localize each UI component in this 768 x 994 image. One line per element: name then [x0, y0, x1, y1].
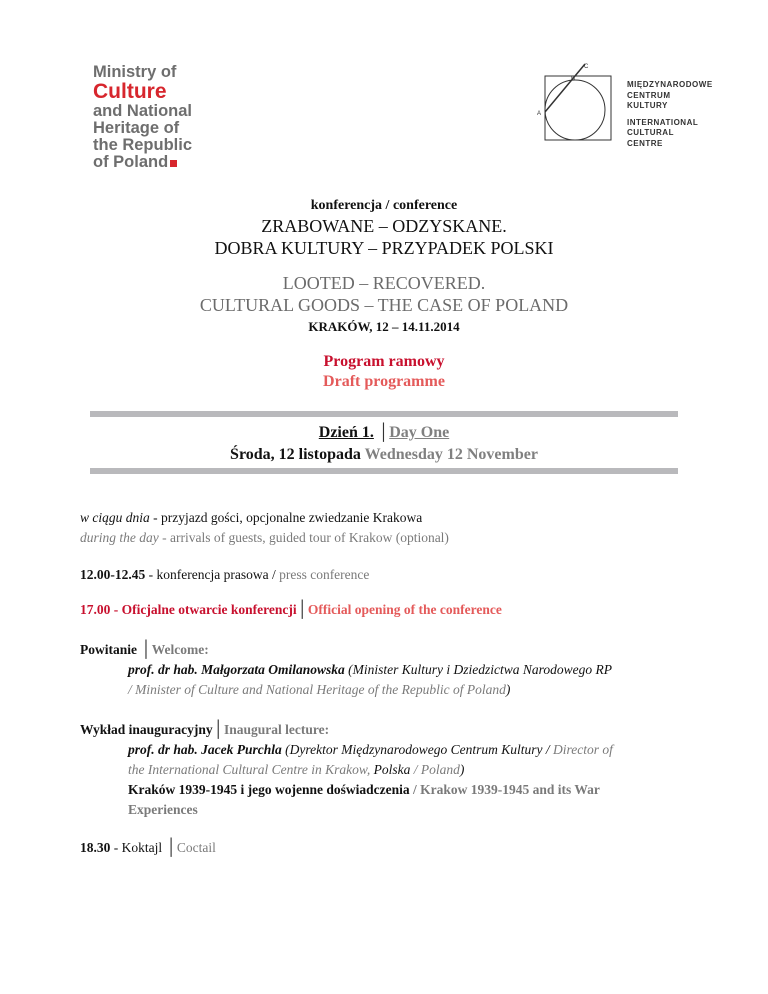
- press-pl: - konferencja prasowa /: [145, 567, 280, 582]
- cocktail-en: Coctail: [176, 840, 216, 855]
- icc-text-line: CENTRUM: [627, 90, 671, 100]
- place-date: KRAKÓW, 12 – 14.11.2014: [308, 319, 460, 334]
- ministry-line: of Poland: [93, 153, 169, 171]
- icc-letter-b: B: [571, 76, 576, 82]
- icc-logo-text: [627, 80, 713, 150]
- welcome-speaker: prof. dr hab. Małgorzata Omilanowska: [128, 662, 345, 677]
- welcome-role-line: [128, 680, 510, 700]
- programme-pl: Program ramowy: [323, 353, 445, 370]
- day-heading: [0, 422, 768, 466]
- lecture-en: Inaugural lecture:: [224, 722, 330, 737]
- day-label-en: Day One: [389, 424, 450, 441]
- welcome-close: ): [505, 682, 511, 697]
- icc-letter-a: A: [537, 111, 542, 117]
- divider-top: [90, 411, 678, 417]
- welcome-role-en: / Minister of Culture and National Heritage of the Republic of Poland: [128, 682, 506, 697]
- title-pl-line: ZRABOWANE – ODZYSKANE.: [261, 216, 507, 236]
- day-date-pl: Środa, 12 listopada: [230, 446, 361, 463]
- lecture-speaker-line: [128, 740, 613, 760]
- day-date: [0, 444, 768, 466]
- lecture-title-en: / Krakow 1939-1945 and its War: [409, 782, 600, 797]
- lecture-heading: [80, 720, 329, 740]
- title-en-line: LOOTED – RECOVERED.: [282, 273, 486, 293]
- divider-bottom: [90, 468, 678, 474]
- cocktail-time: 18.30: [80, 840, 111, 855]
- lecture-pl: Wykład inauguracyjny: [80, 722, 213, 737]
- title-polish: [0, 215, 768, 259]
- programme-en: Draft programme: [323, 373, 445, 390]
- opening-en: Official opening of the conference: [307, 602, 502, 617]
- separator: │: [377, 424, 390, 441]
- icc-text-line: KULTURY: [627, 101, 668, 111]
- icc-text-line: CULTURAL: [627, 128, 674, 138]
- cocktail: [80, 838, 216, 858]
- separator: │: [212, 721, 224, 738]
- lecture-title-line: [128, 780, 600, 800]
- arrival-pl-text: - przyjazd gości, opcjonalne zwiedzanie Krakowa: [149, 510, 423, 525]
- lecture-role-en: the International Cultural Centre in Krakow,: [128, 762, 374, 777]
- icc-text-line: MIĘDZYNARODOWE: [627, 80, 713, 89]
- arrival-pl: [80, 508, 422, 528]
- opening-pl: 17.00 - Oficjalne otwarcie konferencji: [80, 602, 297, 617]
- title-en-line: CULTURAL GOODS – THE CASE OF POLAND: [199, 295, 569, 315]
- conference-label: konferencja / conference: [310, 198, 458, 213]
- day-label-pl: Dzień 1.: [318, 424, 374, 441]
- icc-text-line: INTERNATIONAL: [627, 117, 699, 127]
- day-date-en: Wednesday 12 November: [364, 446, 538, 463]
- official-opening: [80, 600, 502, 620]
- icc-letter-c: C: [584, 64, 589, 70]
- lecture-country-pl: Polska: [373, 762, 411, 777]
- separator: │: [296, 601, 308, 618]
- lecture-country-en: / Poland: [410, 762, 460, 777]
- red-square-icon: [170, 160, 177, 167]
- press-time: 12.00-12.45: [80, 567, 146, 582]
- icc-text-line: CENTRE: [627, 138, 663, 148]
- ministry-line: the Republic: [93, 136, 193, 154]
- title-english: [0, 272, 768, 316]
- welcome-pl: Powitanie: [80, 642, 137, 657]
- arrival-pl-time: w ciągu dnia: [80, 510, 150, 525]
- arrival-en-text: - arrivals of guests, guided tour of Krakow (optional): [158, 530, 449, 545]
- lecture-speaker: prof. dr hab. Jacek Purchla: [128, 742, 282, 757]
- programme-heading: [0, 352, 768, 392]
- welcome-en: Welcome:: [151, 642, 209, 657]
- title-pl-line: DOBRA KULTURY – PRZYPADEK POLSKI: [214, 238, 554, 258]
- welcome-speaker-line: [128, 660, 612, 680]
- lecture-close: ): [459, 762, 465, 777]
- day-label: [0, 422, 768, 444]
- lecture-title-pl: Kraków 1939-1945 i jego wojenne doświadczenia: [128, 782, 410, 797]
- lecture-title-line-2: Experiences: [128, 802, 198, 817]
- press-en: press conference: [279, 567, 370, 582]
- lecture-role-line: [128, 760, 464, 780]
- welcome-role-pl: (Minister Kultury i Dziedzictwa Narodowego RP: [344, 662, 613, 677]
- arrival-en: [80, 528, 449, 548]
- separator: │: [165, 839, 177, 856]
- ministry-line: and National: [93, 102, 193, 120]
- ministry-line: Ministry of: [93, 63, 177, 81]
- lecture-role-pl: (Dyrektor Międzynarodowego Centrum Kultury /: [281, 742, 553, 757]
- cocktail-pl: - Koktajl: [110, 840, 166, 855]
- ministry-line: Heritage of: [93, 119, 180, 137]
- ministry-line-culture: Culture: [93, 80, 167, 103]
- separator: │: [140, 641, 152, 658]
- ministry-logo: [93, 64, 192, 171]
- lecture-role-en: Director of: [552, 742, 613, 757]
- ministry-line-last: [93, 154, 192, 171]
- press-conference: [80, 565, 369, 585]
- arrival-en-time: during the day: [80, 530, 159, 545]
- welcome-heading: [80, 640, 209, 660]
- icc-logo-icon: [533, 62, 619, 144]
